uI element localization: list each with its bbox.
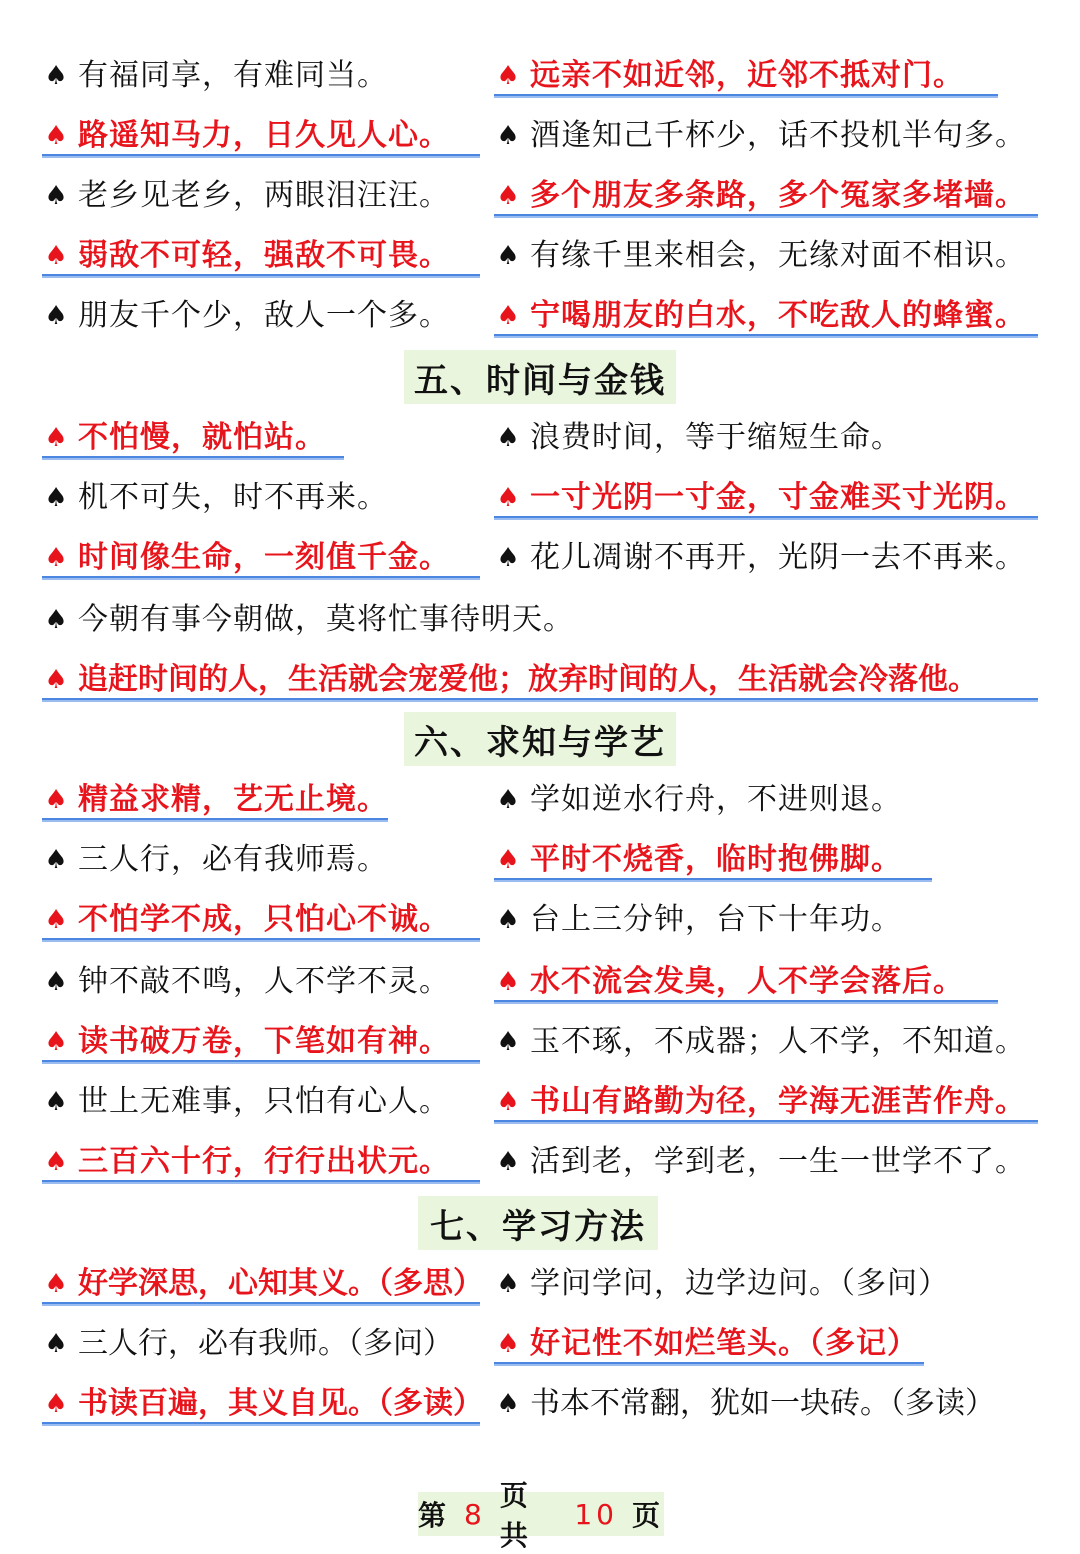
proverb-row [0, 1012, 1080, 1072]
proverb-text: 浪费时间，等于缩短生命。 [530, 420, 902, 455]
proverb-text: 三百六十行，行行出状元。 [78, 1144, 450, 1179]
proverb-row [0, 166, 1080, 226]
spade-icon: ♠ [44, 121, 68, 151]
spade-icon: ♠ [44, 1389, 68, 1419]
proverb-item [42, 1314, 453, 1374]
spade-icon: ♠ [496, 181, 520, 211]
underline [42, 576, 480, 580]
proverb-text: 宁喝朋友的白水，不吃敌人的蜂蜜。 [530, 298, 1026, 333]
proverb-item [494, 286, 1026, 346]
underline [42, 698, 1038, 702]
proverb-text: 学如逆水行舟，不进则退。 [530, 782, 902, 817]
proverb-item [494, 46, 964, 106]
underline [42, 938, 480, 942]
proverb-item [42, 1132, 450, 1192]
underline [494, 1000, 998, 1004]
proverb-item [42, 468, 388, 528]
proverb-text: 玉不琢，不成器；人不学，不知道。 [530, 1024, 1026, 1059]
proverb-text: 水不流会发臭，人不学会落后。 [530, 964, 964, 999]
underline [494, 878, 932, 882]
proverb-text: 不怕学不成，只怕心不诚。 [78, 902, 450, 937]
proverb-item [42, 166, 450, 226]
proverb-text: 不怕慢，就怕站。 [78, 420, 326, 455]
underline [42, 818, 388, 822]
spade-icon: ♠ [44, 785, 68, 815]
spade-icon: ♠ [496, 1389, 520, 1419]
proverb-item [42, 286, 450, 346]
spade-icon: ♠ [496, 905, 520, 935]
proverb-item [42, 952, 450, 1012]
proverb-row [0, 1072, 1080, 1132]
proverb-text: 世上无难事，只怕有心人。 [78, 1084, 450, 1119]
proverb-item [42, 890, 450, 950]
underline [494, 1120, 1038, 1124]
underline [494, 1362, 924, 1366]
proverb-text: 酒逢知己千杯少，话不投机半句多。 [530, 118, 1026, 153]
proverb-text: 读书破万卷，下笔如有神。 [78, 1024, 450, 1059]
current-page-number: 8 [464, 1497, 486, 1531]
spade-icon: ♠ [44, 905, 68, 935]
proverb-item [494, 1374, 995, 1434]
proverb-text: 追赶时间的人，生活就会宠爱他；放弃时间的人，生活就会冷落他。 [78, 662, 978, 697]
proverb-text: 时间像生命，一刻值千金。 [78, 540, 450, 575]
proverb-text: 路遥知马力，日久见人心。 [78, 118, 450, 153]
proverb-text: 好记性不如烂笔头。（多记） [530, 1326, 918, 1361]
proverb-text: 好学深思，心知其义。（多思） [78, 1266, 483, 1301]
proverb-item [42, 830, 388, 890]
footer-prefix: 第 [418, 1499, 451, 1532]
proverb-item [494, 408, 902, 468]
underline [494, 334, 1038, 338]
underline [494, 94, 998, 98]
spade-icon: ♠ [496, 543, 520, 573]
proverb-item [42, 650, 978, 710]
proverb-text: 有缘千里来相会，无缘对面不相识。 [530, 238, 1026, 273]
proverb-item [494, 226, 1026, 286]
proverb-text: 书本不常翻，犹如一块砖。（多读） [530, 1386, 995, 1421]
proverb-item [494, 1314, 918, 1374]
proverb-item [42, 106, 450, 166]
proverb-text: 台上三分钟，台下十年功。 [530, 902, 902, 937]
proverb-row [0, 830, 1080, 890]
spade-icon: ♠ [44, 1147, 68, 1177]
underline [42, 274, 480, 278]
underline [42, 1302, 480, 1306]
proverb-text: 学问学问，边学边问。（多问） [530, 1266, 949, 1301]
underline [42, 1180, 480, 1184]
spade-icon: ♠ [44, 483, 68, 513]
spade-icon: ♠ [44, 845, 68, 875]
proverb-item [42, 408, 326, 468]
proverb-text: 有福同享，有难同当。 [78, 58, 388, 93]
proverb-text: 弱敌不可轻，强敌不可畏。 [78, 238, 450, 273]
proverb-row [0, 1132, 1080, 1192]
proverb-item [494, 770, 902, 830]
proverb-text: 三人行，必有我师。（多问） [78, 1326, 453, 1361]
proverb-row [0, 650, 1080, 710]
spade-icon: ♠ [44, 1027, 68, 1057]
proverb-text: 精益求精，艺无止境。 [78, 782, 388, 817]
proverb-item [494, 952, 964, 1012]
proverb-row [0, 1374, 1080, 1434]
proverb-row [0, 286, 1080, 346]
spade-icon: ♠ [496, 845, 520, 875]
proverb-row [0, 408, 1080, 468]
proverb-item [42, 46, 388, 106]
spade-icon: ♠ [44, 605, 68, 635]
underline [42, 1422, 480, 1426]
proverb-text: 朋友千个少，敌人一个多。 [78, 298, 450, 333]
proverb-text: 多个朋友多条路，多个冤家多堵墙。 [530, 178, 1026, 213]
proverb-item [494, 890, 902, 950]
proverb-row [0, 1254, 1080, 1314]
proverb-row [0, 226, 1080, 286]
spade-icon: ♠ [496, 1087, 520, 1117]
spade-icon: ♠ [496, 301, 520, 331]
spade-icon: ♠ [44, 241, 68, 271]
proverb-row [0, 528, 1080, 588]
section-title: 六、求知与学艺 [404, 712, 676, 766]
spade-icon: ♠ [496, 1269, 520, 1299]
underline [42, 1060, 480, 1064]
proverb-row [0, 590, 1080, 650]
proverb-item [494, 1012, 1026, 1072]
spade-icon: ♠ [496, 483, 520, 513]
footer-suffix: 页 [631, 1499, 664, 1532]
proverb-item [494, 106, 1026, 166]
proverb-item [42, 1072, 450, 1132]
proverb-item [494, 830, 902, 890]
proverb-text: 一寸光阴一寸金，寸金难买寸光阴。 [530, 480, 1026, 515]
proverb-row [0, 468, 1080, 528]
section-title: 五、时间与金钱 [404, 350, 676, 404]
section-title: 七、学习方法 [418, 1196, 658, 1250]
proverb-row [0, 890, 1080, 950]
spade-icon: ♠ [496, 1027, 520, 1057]
proverb-item [42, 1012, 450, 1072]
proverb-row [0, 952, 1080, 1012]
proverb-item [494, 1254, 949, 1314]
proverb-row [0, 106, 1080, 166]
proverb-item [494, 1072, 1026, 1132]
proverb-item [42, 1254, 483, 1314]
spade-icon: ♠ [44, 1087, 68, 1117]
proverb-text: 活到老，学到老，一生一世学不了。 [530, 1144, 1026, 1179]
page-number-footer [418, 1479, 664, 1552]
spade-icon: ♠ [496, 423, 520, 453]
proverb-text: 机不可失，时不再来。 [78, 480, 388, 515]
proverb-text: 远亲不如近邻，近邻不抵对门。 [530, 58, 964, 93]
proverb-text: 钟不敲不鸣，人不学不灵。 [78, 964, 450, 999]
spade-icon: ♠ [44, 423, 68, 453]
spade-icon: ♠ [44, 181, 68, 211]
proverb-item [42, 528, 450, 588]
proverb-item [42, 770, 388, 830]
proverb-row [0, 46, 1080, 106]
spade-icon: ♠ [496, 241, 520, 271]
spade-icon: ♠ [496, 121, 520, 151]
proverb-item [42, 226, 450, 286]
proverb-text: 花儿凋谢不再开，光阴一去不再来。 [530, 540, 1026, 575]
proverb-item [494, 166, 1026, 226]
footer-middle: 页 共 [499, 1479, 532, 1552]
spade-icon: ♠ [496, 1329, 520, 1359]
proverb-row [0, 770, 1080, 830]
spade-icon: ♠ [44, 1269, 68, 1299]
proverb-text: 今朝有事今朝做，莫将忙事待明天。 [78, 602, 574, 637]
total-page-number: 10 [574, 1497, 618, 1531]
proverb-text: 书山有路勤为径，学海无涯苦作舟。 [530, 1084, 1026, 1119]
spade-icon: ♠ [44, 543, 68, 573]
proverb-item [494, 1132, 1026, 1192]
underline [494, 214, 1038, 218]
underline [42, 456, 344, 460]
spade-icon: ♠ [496, 967, 520, 997]
proverb-item [494, 528, 1026, 588]
underline [42, 154, 480, 158]
spade-icon: ♠ [496, 1147, 520, 1177]
proverb-item [42, 1374, 483, 1434]
proverb-text: 三人行，必有我师焉。 [78, 842, 388, 877]
spade-icon: ♠ [44, 301, 68, 331]
proverb-item [42, 590, 574, 650]
proverb-item [494, 468, 1026, 528]
proverb-text: 书读百遍，其义自见。（多读） [78, 1386, 483, 1421]
spade-icon: ♠ [44, 61, 68, 91]
proverb-row [0, 1314, 1080, 1374]
spade-icon: ♠ [44, 665, 68, 695]
underline [494, 516, 1038, 520]
spade-icon: ♠ [496, 61, 520, 91]
spade-icon: ♠ [496, 785, 520, 815]
spade-icon: ♠ [44, 1329, 68, 1359]
proverb-text: 平时不烧香，临时抱佛脚。 [530, 842, 902, 877]
spade-icon: ♠ [44, 967, 68, 997]
proverb-text: 老乡见老乡，两眼泪汪汪。 [78, 178, 450, 213]
